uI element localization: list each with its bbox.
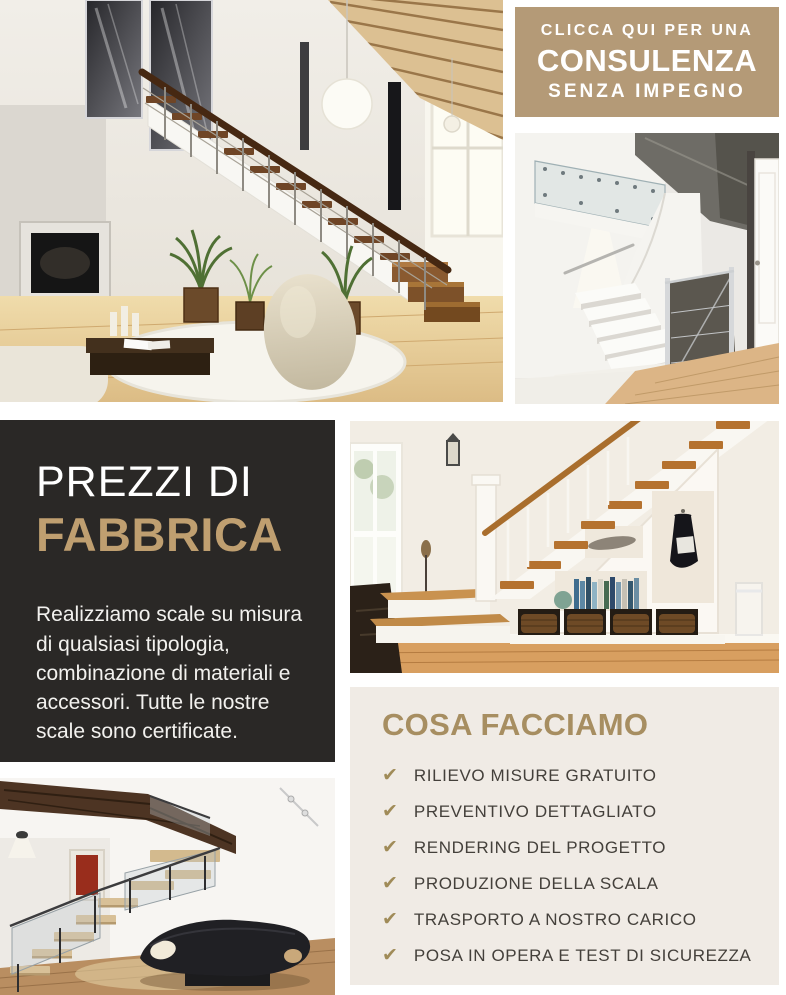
check-icon: ✔ xyxy=(382,837,398,858)
prezzi-title xyxy=(36,458,311,562)
service-item-label: TRASPORTO A NOSTRO CARICO xyxy=(413,910,697,929)
services-list xyxy=(382,765,779,966)
prezzi-di-fabbrica-panel xyxy=(0,420,335,762)
service-item xyxy=(382,801,779,822)
banner-line3: SENZA IMPEGNO xyxy=(548,80,746,102)
check-icon: ✔ xyxy=(382,801,398,822)
photo-loft-floating-staircase xyxy=(0,778,335,995)
prezzi-body-text: Realizziamo scale su misura di qualsiasi tipologia, combinazione di materiali e accessori. Tutte le nostre scale sono certificate. xyxy=(36,603,303,744)
service-item-label: POSA IN OPERA E TEST DI SICUREZZA xyxy=(413,946,752,965)
service-item-label: PREVENTIVO DETTAGLIATO xyxy=(413,802,657,821)
prezzi-title-line2: FABBRICA xyxy=(36,507,283,561)
photo-living-room-staircase xyxy=(0,0,503,402)
service-item xyxy=(382,945,779,966)
living-room-illustration xyxy=(0,0,503,402)
check-icon: ✔ xyxy=(382,945,398,966)
service-item xyxy=(382,837,779,858)
photo-white-winder-staircase xyxy=(515,133,779,404)
service-item-label: RENDERING DEL PROGETTO xyxy=(413,838,667,857)
check-icon: ✔ xyxy=(382,909,398,930)
service-item xyxy=(382,873,779,894)
cosa-facciamo-panel xyxy=(350,687,779,985)
service-item xyxy=(382,765,779,786)
check-icon: ✔ xyxy=(382,873,398,894)
cosa-title: COSA FACCIAMO xyxy=(382,707,649,742)
understairs-illustration xyxy=(350,421,779,673)
service-item xyxy=(382,909,779,930)
check-icon: ✔ xyxy=(382,765,398,786)
service-item-label: PRODUZIONE DELLA SCALA xyxy=(413,874,659,893)
banner-line1: CLICCA QUI PER UNA xyxy=(540,21,754,39)
loft-staircase-illustration xyxy=(0,778,335,995)
consultation-banner[interactable] xyxy=(515,7,779,117)
banner-line2: CONSULENZA xyxy=(536,42,758,78)
winder-staircase-illustration xyxy=(515,133,779,404)
service-item-label: RILIEVO MISURE GRATUITO xyxy=(413,766,657,785)
photo-understairs-storage xyxy=(350,421,779,673)
prezzi-title-line1: PREZZI DI xyxy=(36,458,253,506)
